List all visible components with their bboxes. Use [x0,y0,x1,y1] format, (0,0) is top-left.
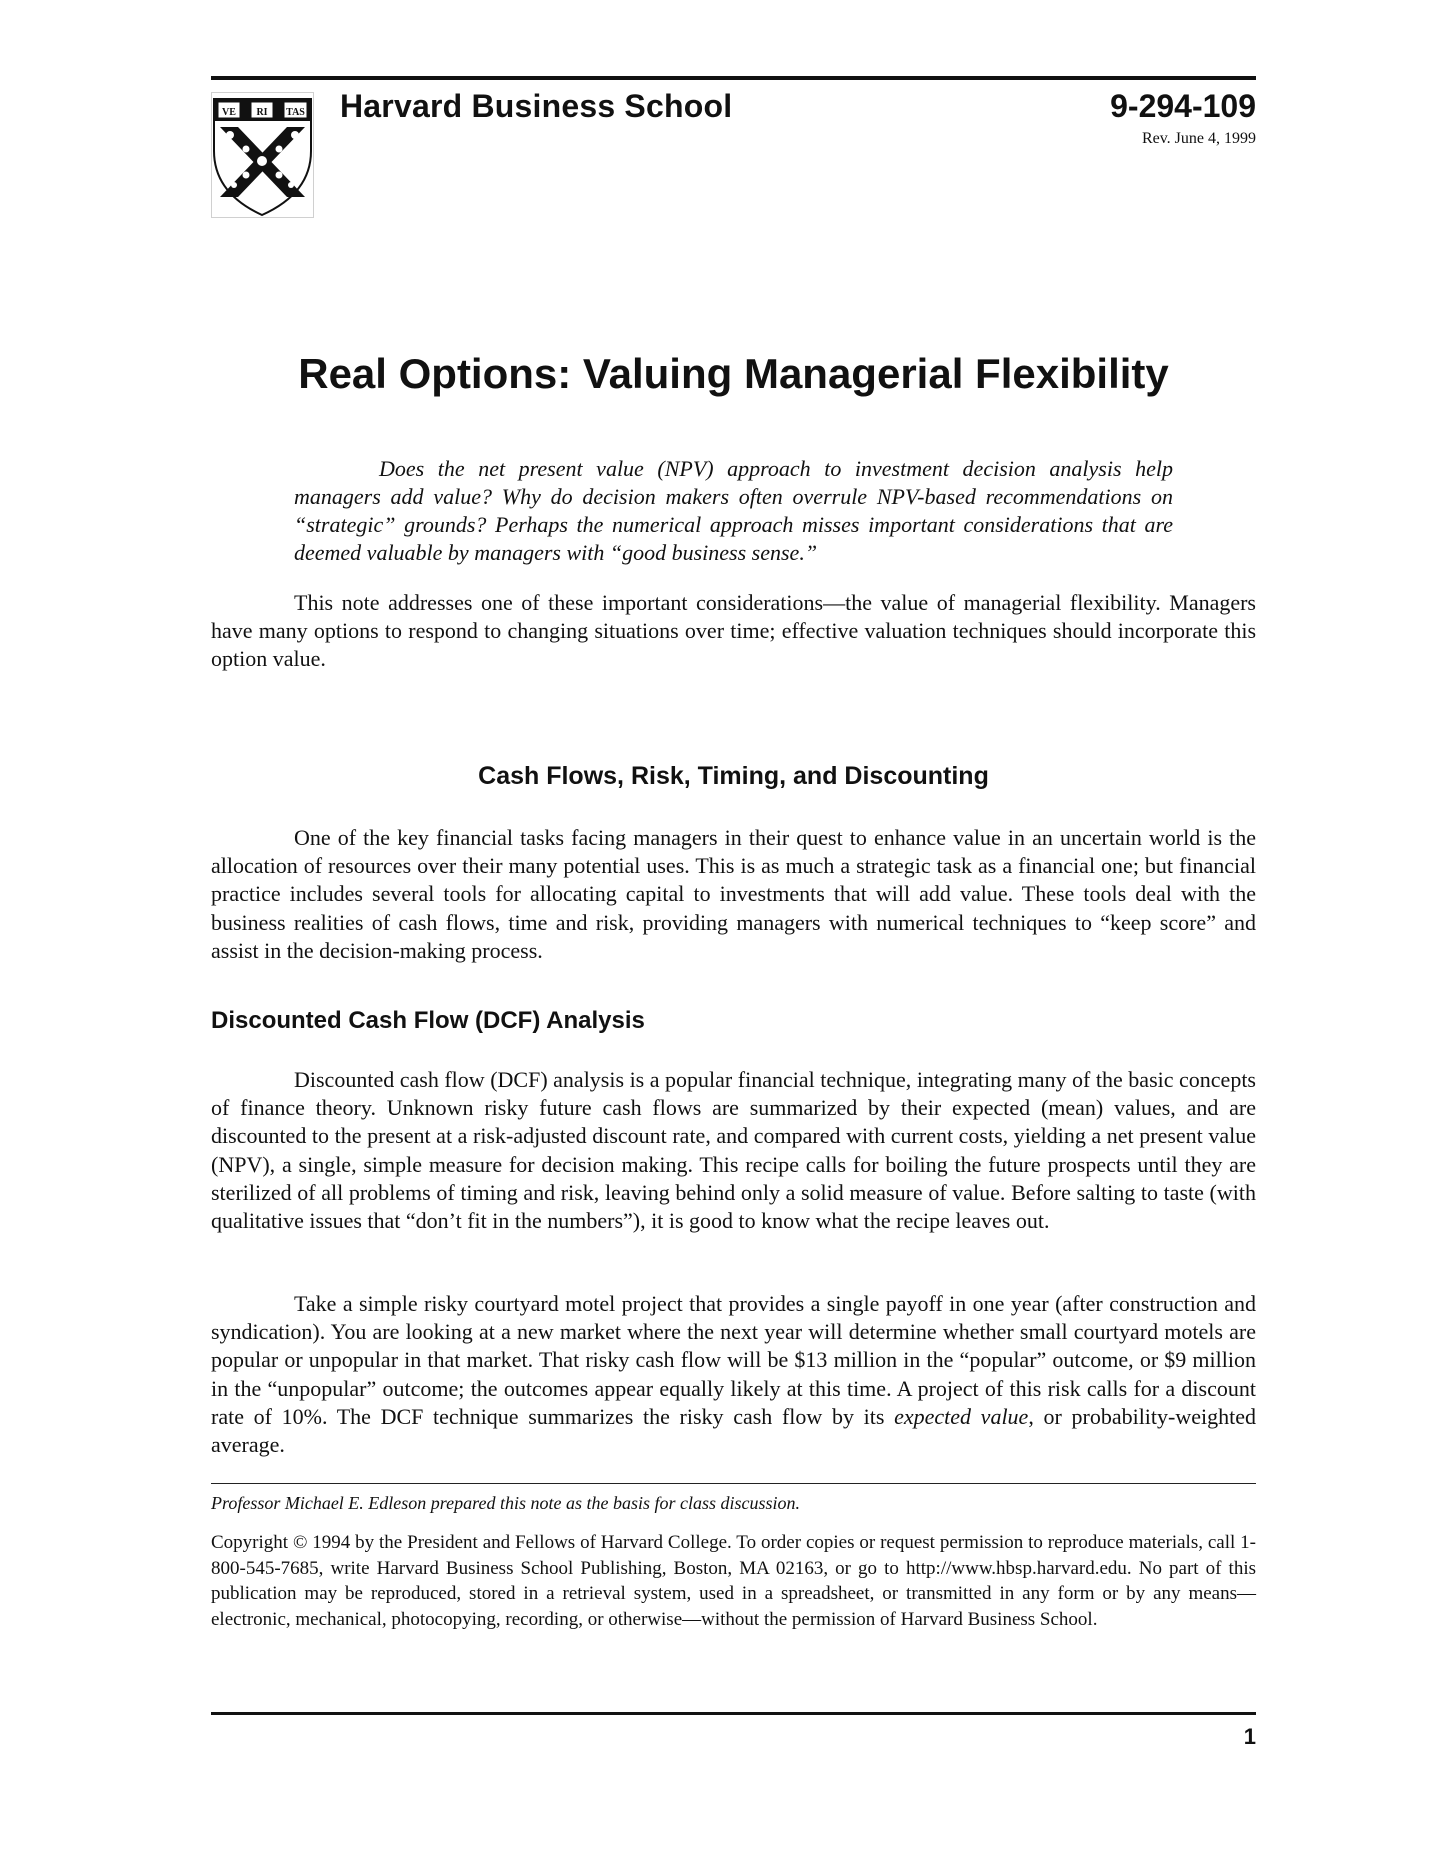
copyright-notice: Copyright © 1994 by the President and Fellows of Harvard College. To order copies or request permission to reproduce materials, call 1-800-545-7685, write Harvard Business School Publishing, Boston, MA 02163, or go to http://www.hbsp.harvard.edu. No part of this publication may be reproduced, stored in a retrieval system, used in a spreadsheet, or transmitted in any form or by any means—electronic, mechanical, photocopying, recording, or otherwise—without the permission of Harvard Business School. [211,1532,1256,1630]
shield-book-2: RI [256,107,268,118]
expected-value-emphasis: expected value [894,1403,1029,1429]
intro-paragraph: This note addresses one of these important considerations—the value of managerial flexibility. Managers have many options to respond to changing situations over time; effective valuation techniques should incorporate this option value. [211,590,1256,672]
section-heading-cash-flows: Cash Flows, Risk, Timing, and Discounting [478,762,989,790]
dcf-paragraph-2 [211,1290,1256,1459]
footer-rule [211,1712,1256,1715]
footnote-rule [211,1483,1256,1484]
dcf-paragraph-1: Discounted cash flow (DCF) analysis is a popular financial technique, integrating many of the basic concepts of finance theory. Unknown risky future cash flows are summarized by their expected (mean) values, and are discounted to the present at a risk-adjusted discount rate, and compared with current costs, yielding a net present value (NPV), a single, simple measure for decision making. This recipe calls for boiling the future prospects until they are sterilized of all problems of timing and risk, leaving behind only a solid measure of value. Before salting to taste (with qualitative issues that “don’t fit in the numbers”), it is good to know what the recipe leaves out. [211,1067,1256,1234]
dcf-paragraph-2-text: Take a simple risky courtyard motel project that provides a single payoff in one year (after construction and syndication). You are looking at a new market where the next year will determine whether small courtyard motels are popular or unpopular in that market. That risky cash flow will be $13 million in the “popular” outcome, or $9 million in the “unpopular” outcome; the outcomes appear equally likely at this time. A project of this risk calls for a discount rate of 10%. The DCF technique summarizes the risky cash flow by its [211,1291,1256,1429]
cash-flows-paragraph: One of the key financial tasks facing managers in their quest to enhance value in an uncertain world is the allocation of resources over their many potential uses. This is as much a strategic task as a financial one; but financial practice includes several tools for allocating capital to investments that will add value. These tools deal with the business realities of cash flows, time and risk, providing managers with numerical techniques to “keep score” and assist in the decision-making process. [211,825,1256,963]
dcf-paragraph-2-end: , or probability-weighted average. [211,1403,1256,1458]
author-note: Professor Michael E. Edleson prepared this note as the basis for class discussion. [211,1493,800,1513]
school-name: Harvard Business School [340,88,733,124]
header-rule [211,76,1256,80]
section-heading-dcf: Discounted Cash Flow (DCF) Analysis [211,1007,645,1034]
page-number: 1 [1243,1724,1256,1749]
abstract-paragraph: Does the net present value (NPV) approach to investment decision analysis help managers add value? Why do decision makers often overrule NPV-based recommendations on “strategic” grounds? Perhaps the numerical approach misses important considerations that are deemed valuable by managers with “good business sense.” [294,456,1173,565]
revision-date: Rev. June 4, 1999 [1141,130,1256,147]
document-number: 9-294-109 [1110,88,1256,124]
harvard-shield-logo [211,92,314,218]
shield-book-1: VE [222,107,236,118]
page-title: Real Options: Valuing Managerial Flexibility [298,350,1169,397]
shield-book-3: TAS [286,107,305,118]
